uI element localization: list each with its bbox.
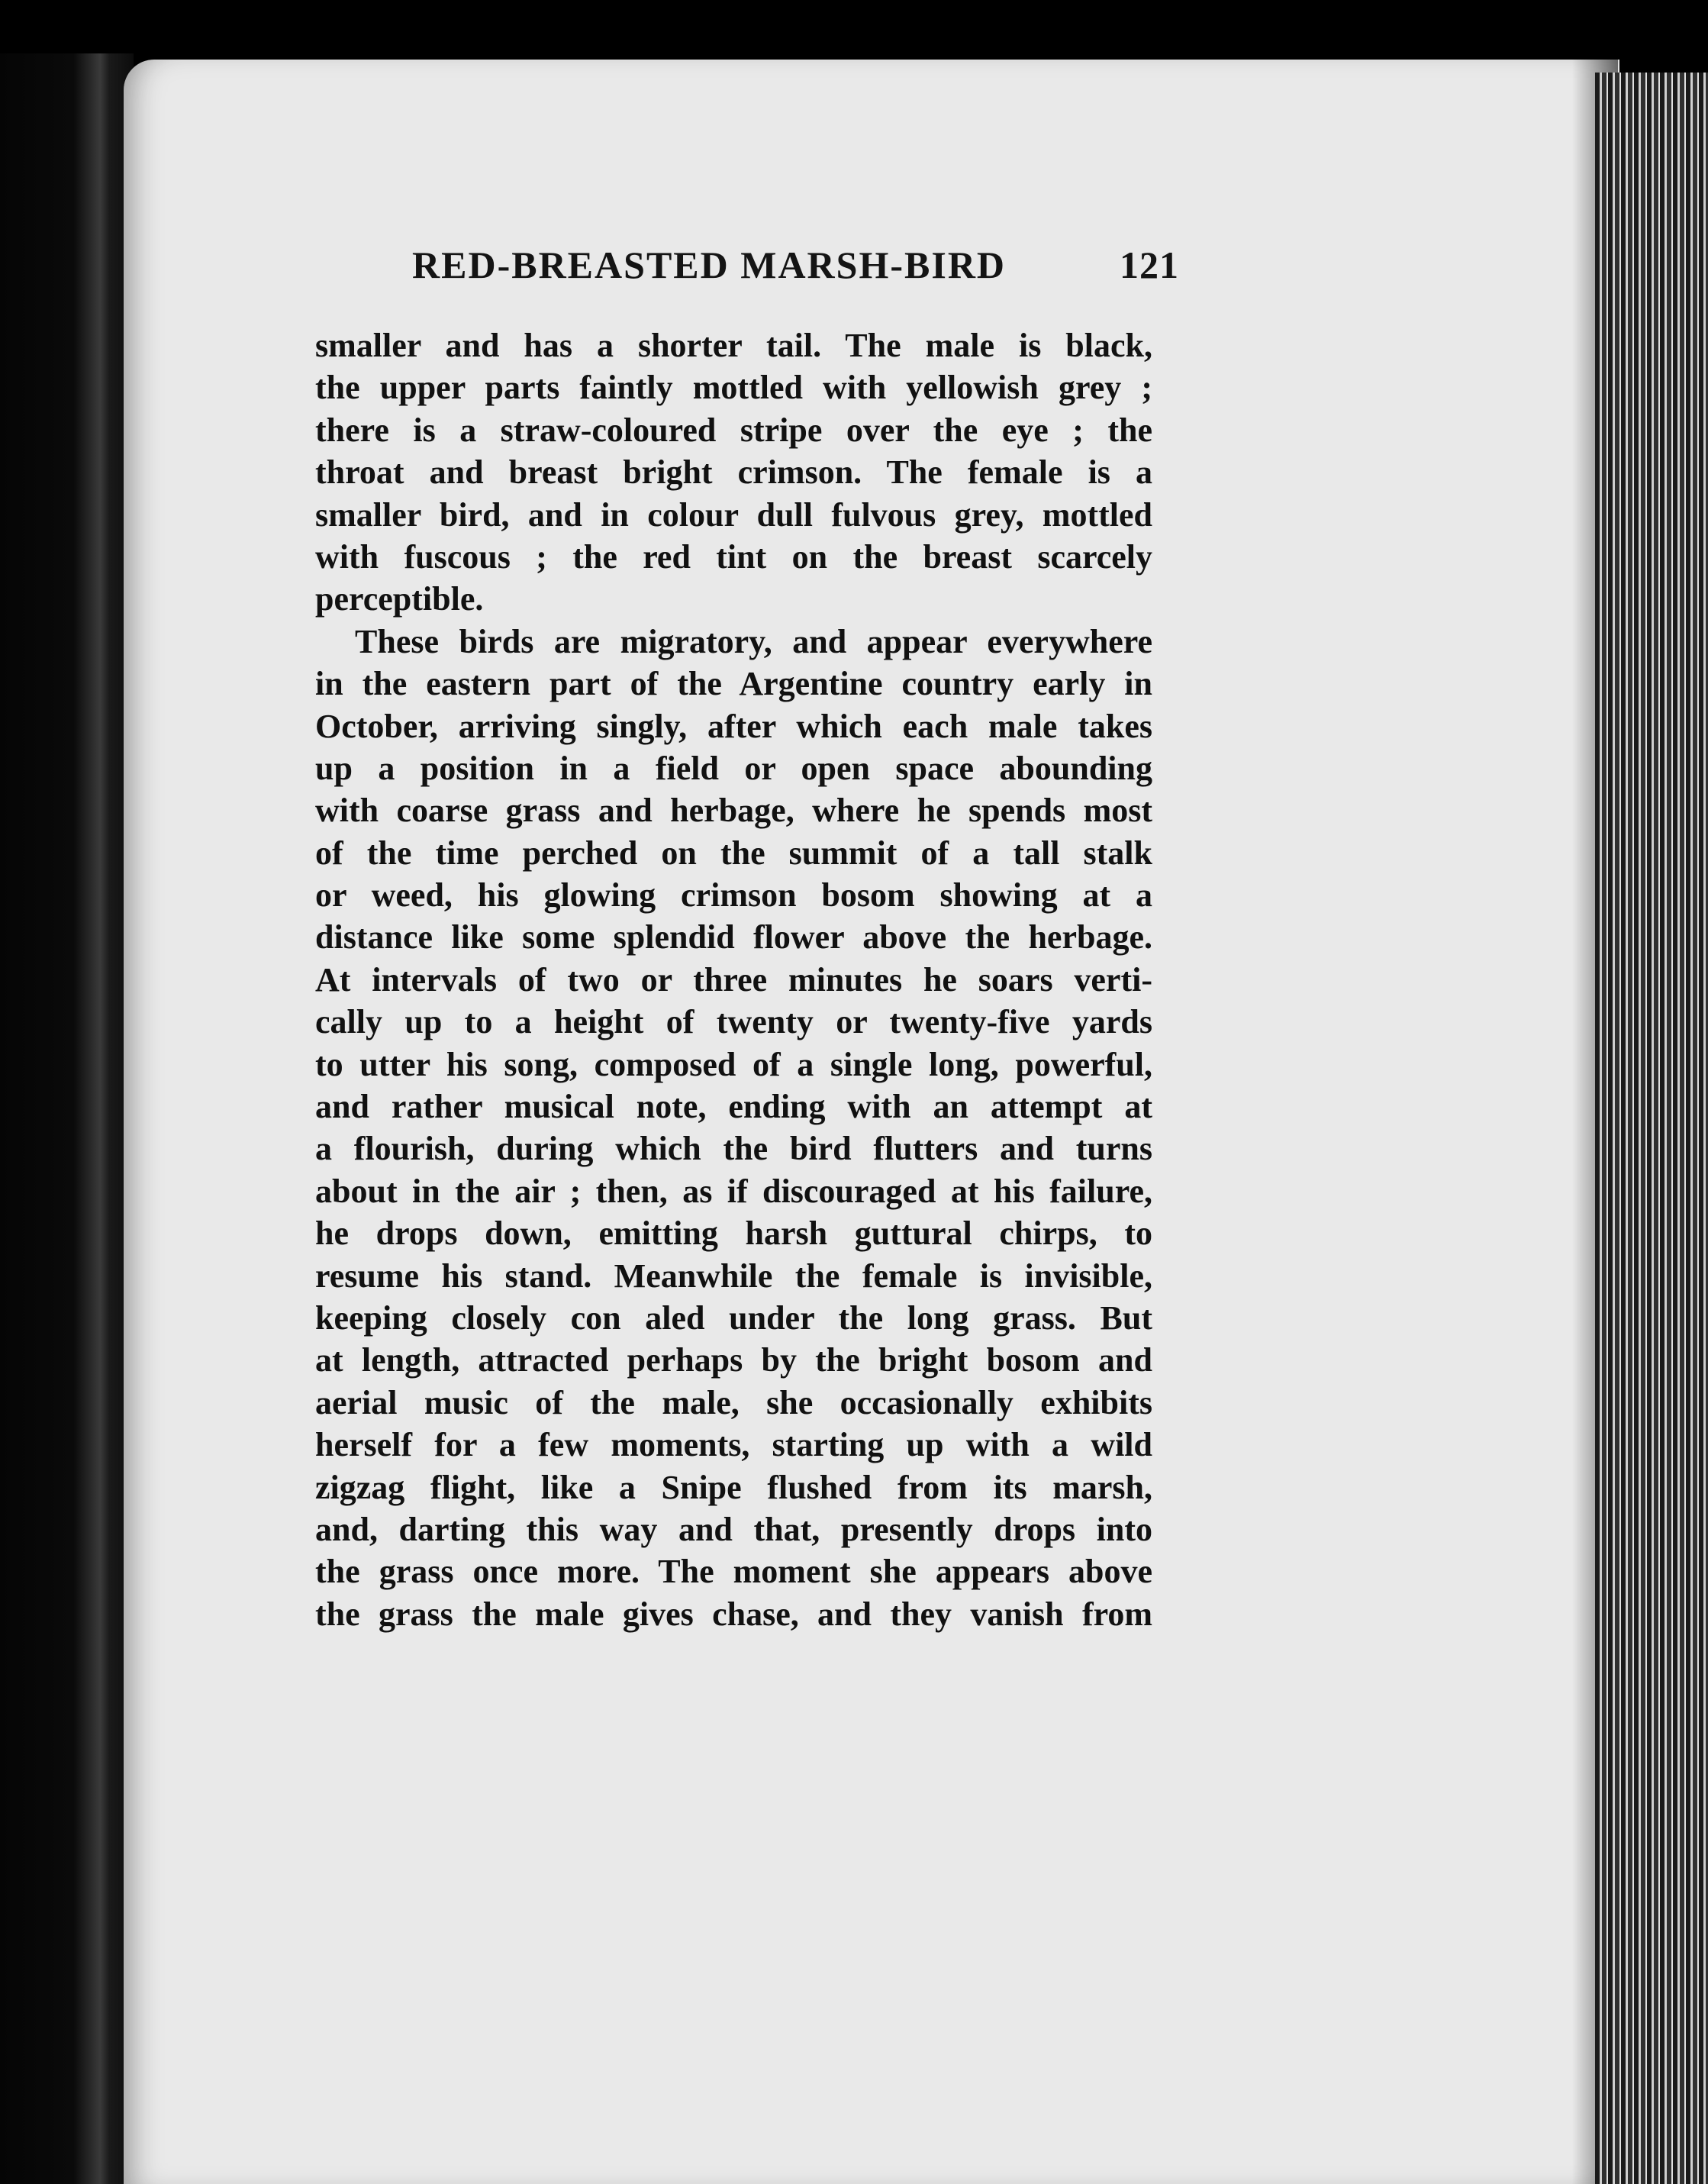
text-line: up a position in a field or open space abounding bbox=[315, 749, 1152, 787]
text-line: October, arriving singly, after which each male takes bbox=[315, 707, 1152, 745]
text-line: he drops down, emitting harsh guttural chirps, to bbox=[315, 1215, 1152, 1253]
running-title: RED-BREASTED MARSH-BIRD bbox=[412, 244, 1007, 286]
text-line: about in the air ; then, as if discouraged at his failure, bbox=[315, 1172, 1152, 1210]
text-line: resume his stand. Meanwhile the female is invisible, bbox=[315, 1257, 1152, 1295]
text-line: cally up to a height of twenty or twenty-five yards bbox=[315, 1003, 1152, 1041]
text-line: the grass once more. The moment she appears above bbox=[315, 1553, 1152, 1591]
running-head bbox=[412, 243, 1179, 287]
text-line: the grass the male gives chase, and they vanish from bbox=[315, 1595, 1152, 1633]
paragraph-first-line: These birds are migratory, and appear everywhere bbox=[355, 622, 1152, 660]
text-line: and rather musical note, ending with an attempt at bbox=[315, 1088, 1152, 1126]
text-line: of the time perched on the summit of a tall stalk bbox=[315, 834, 1152, 872]
text-line: the upper parts faintly mottled with yellowish grey ; bbox=[315, 369, 1152, 407]
text-line: keeping closely con aled under the long grass. But bbox=[315, 1298, 1152, 1337]
text-line: At intervals of two or three minutes he soars verti- bbox=[315, 960, 1152, 998]
text-line: to utter his song, composed of a single long, powerful, bbox=[315, 1045, 1152, 1083]
text-line: at length, attracted perhaps by the bright bosom and bbox=[315, 1341, 1152, 1379]
text-line: throat and breast bright crimson. The female is a bbox=[315, 453, 1152, 492]
text-line: in the eastern part of the Argentine country early in bbox=[315, 665, 1152, 703]
book-gutter bbox=[0, 53, 134, 2184]
text-line: or weed, his glowing crimson bosom showing at a bbox=[315, 876, 1152, 915]
text-line: a flourish, during which the bird flutters and turns bbox=[315, 1130, 1152, 1168]
text-line: with coarse grass and herbage, where he spends most bbox=[315, 792, 1152, 830]
text-line: there is a straw-coloured stripe over the eye ; the bbox=[315, 411, 1152, 449]
body-text bbox=[315, 324, 1152, 1635]
text-line: aerial music of the male, she occasionally exhibits bbox=[315, 1383, 1152, 1421]
text-line: with fuscous ; the red tint on the breast scarcely bbox=[315, 537, 1152, 576]
book-fore-edge bbox=[1595, 73, 1708, 2184]
text-line: and, darting this way and that, presently drops into bbox=[315, 1510, 1152, 1548]
text-line: perceptible. bbox=[315, 580, 484, 618]
text-line: distance like some splendid flower above the herbage. bbox=[315, 918, 1152, 957]
text-line: zigzag flight, like a Snipe flushed from its marsh, bbox=[315, 1468, 1152, 1506]
page-number: 121 bbox=[1120, 244, 1179, 286]
text-line: herself for a few moments, starting up with a wild bbox=[315, 1426, 1152, 1464]
text-line: smaller bird, and in colour dull fulvous grey, mottled bbox=[315, 495, 1152, 534]
text-line: smaller and has a shorter tail. The male is black, bbox=[315, 327, 1152, 364]
